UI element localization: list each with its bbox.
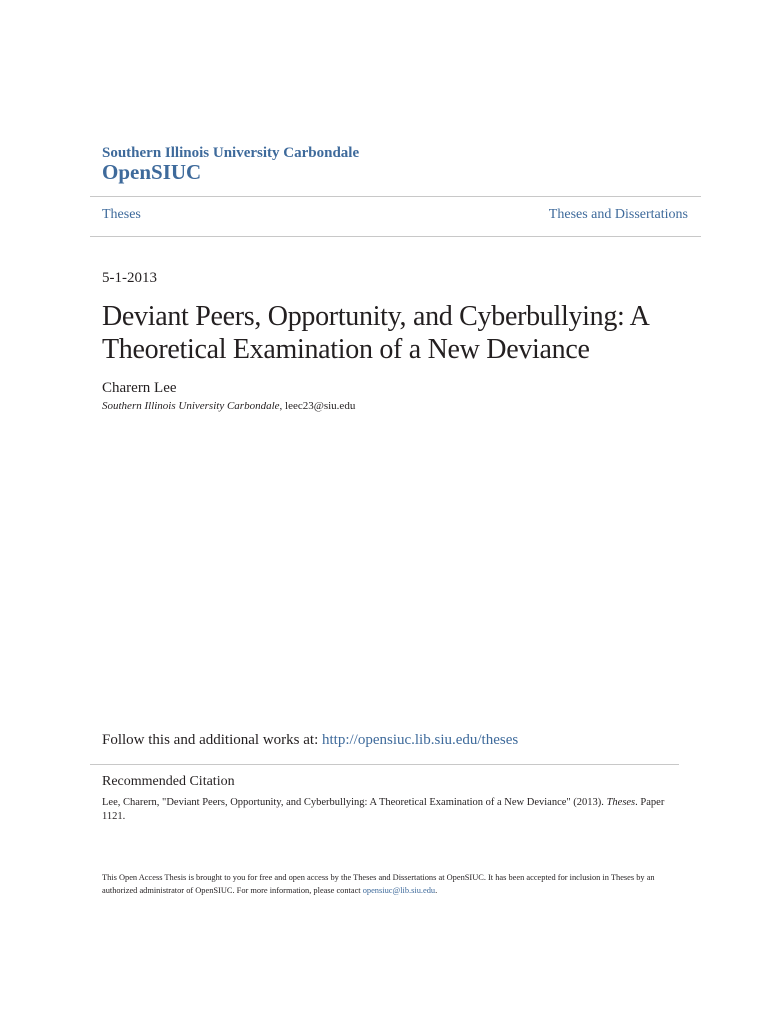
affiliation-separator: ,	[279, 400, 286, 412]
affiliation-name: Southern Illinois University Carbondale	[102, 400, 280, 412]
author-name: Charern Lee	[102, 380, 177, 396]
notice-text: This Open Access Thesis is brought to you for free and open access by the Theses and Dissertations at OpenSIUC. It has been accepted for inclusion in Theses by an authorized administrator of OpenSIUC. For more information, please contact	[102, 873, 655, 895]
citation-series: Theses	[606, 797, 636, 808]
title-line-2: Theoretical Examination of a New Deviance	[102, 334, 590, 365]
citation-heading: Recommended Citation	[102, 774, 235, 789]
nav-divider	[90, 236, 701, 237]
citation-divider	[90, 764, 679, 765]
paper-title	[102, 300, 682, 366]
citation-text	[102, 796, 668, 824]
theses-link[interactable]: Theses	[102, 207, 141, 222]
follow-label: Follow this and additional works at:	[102, 732, 322, 748]
author-affiliation	[102, 400, 355, 412]
contact-email-link[interactable]: opensiuc@lib.siu.edu	[362, 886, 436, 895]
open-access-notice	[102, 871, 672, 897]
notice-end: .	[435, 886, 438, 895]
title-line-1: Deviant Peers, Opportunity, and Cyberbullying: A	[102, 301, 650, 332]
citation-text-pre: Lee, Charern, "Deviant Peers, Opportunity, and Cyberbullying: A Theoretical Examination of a New Deviance" (2013).	[102, 797, 607, 808]
publication-date: 5-1-2013	[102, 270, 157, 286]
theses-and-dissertations-link[interactable]: Theses and Dissertations	[548, 207, 688, 222]
repository-name[interactable]: OpenSIUC	[102, 160, 202, 184]
follow-line	[102, 732, 518, 749]
citation-text-post: . Paper 1121.	[102, 797, 665, 822]
author-email: leec23@siu.edu	[285, 400, 356, 412]
follow-url-link[interactable]: http://opensiuc.lib.siu.edu/theses	[321, 732, 519, 748]
institution-name: Southern Illinois University Carbondale	[102, 145, 360, 161]
header-divider	[90, 196, 701, 197]
